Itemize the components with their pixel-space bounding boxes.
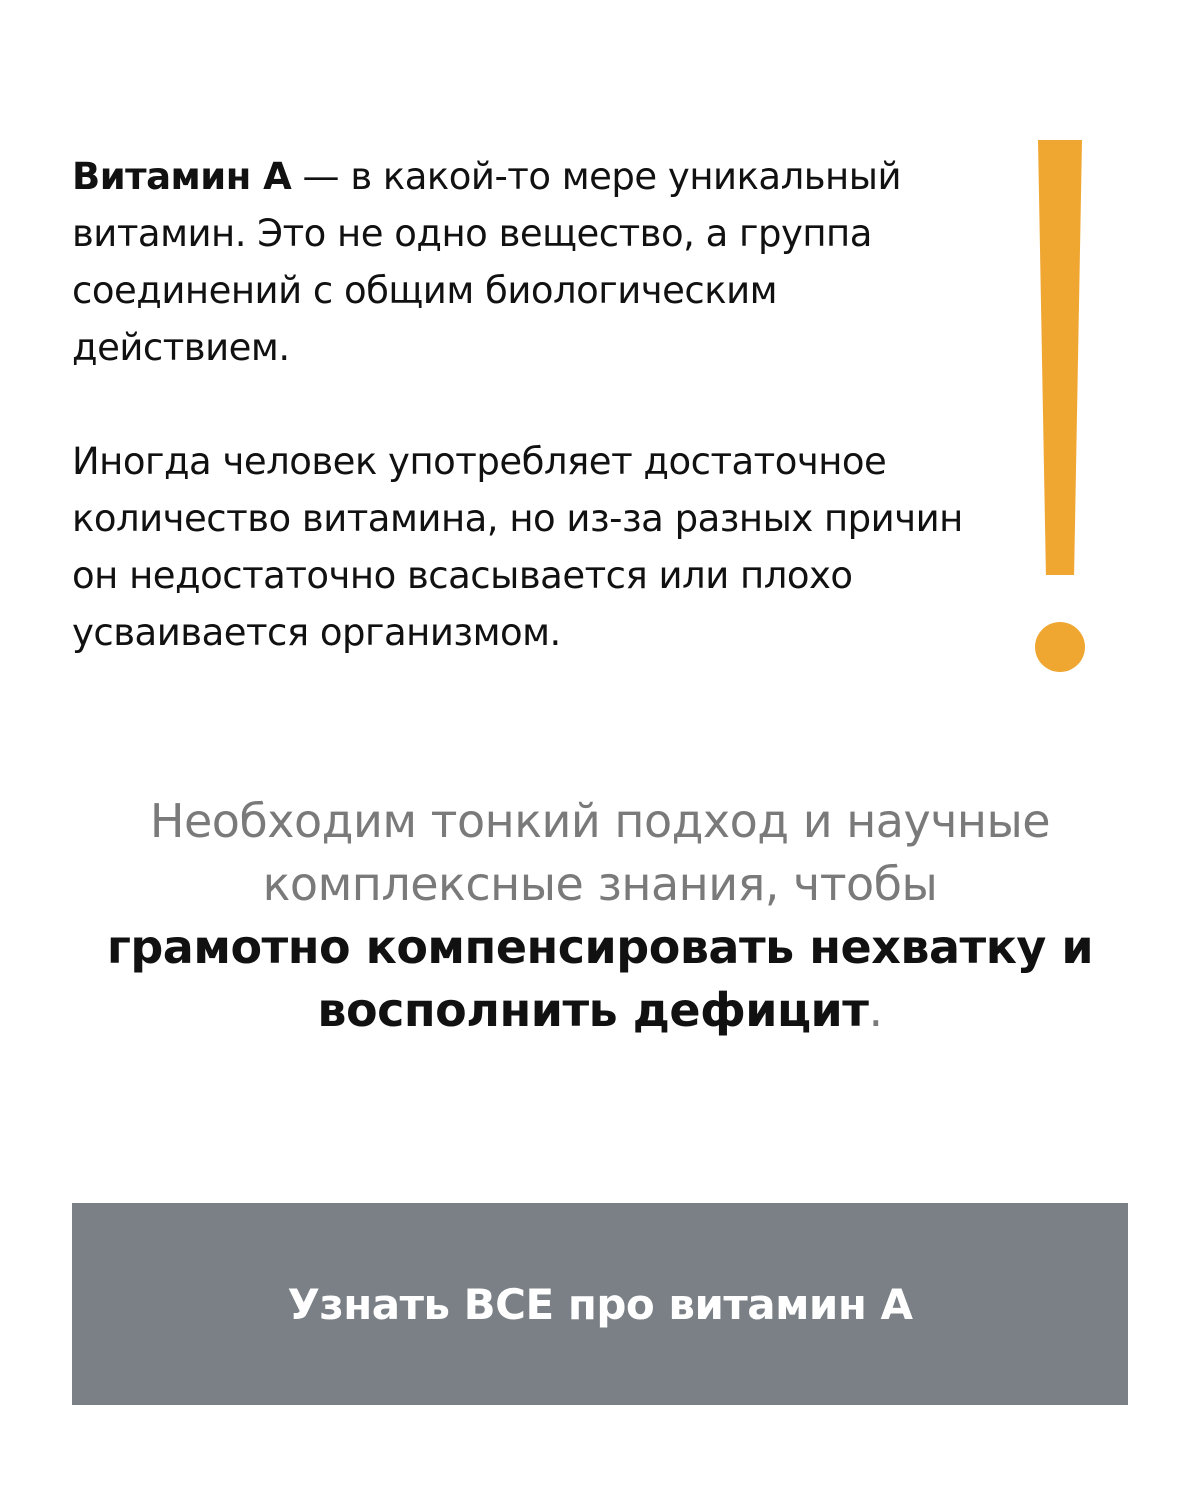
callout-end-punct: . xyxy=(868,983,883,1037)
vitamin-a-heading: Витамин А xyxy=(72,155,292,198)
intro-text xyxy=(72,148,1002,661)
intro-paragraph-1 xyxy=(72,148,1002,376)
learn-more-button-label: Узнать ВСЕ про витамин А xyxy=(287,1279,913,1329)
callout-bold-line xyxy=(60,916,1140,1042)
intro-paragraph-2: Иногда человек употребляет достаточное количество витамина, но из-за разных причин он недостаточно всасывается или плохо усваивается организмом. xyxy=(72,440,963,654)
learn-more-button[interactable] xyxy=(72,1203,1128,1405)
exclamation-dot xyxy=(1035,622,1085,672)
exclamation-icon xyxy=(1033,140,1113,670)
callout-bold-text: грамотно компенсировать нехватку и восполнить дефицит xyxy=(106,920,1094,1037)
callout-light-text: Необходим тонкий подход и научные комплексные знания, чтобы xyxy=(149,794,1051,911)
callout-text xyxy=(60,790,1140,1042)
intro-paragraph-1-text: — в какой-то мере уникальный витамин. Это не одно вещество, а группа соединений с общим биологическим действием. xyxy=(72,155,901,369)
exclamation-bar xyxy=(1038,140,1082,575)
